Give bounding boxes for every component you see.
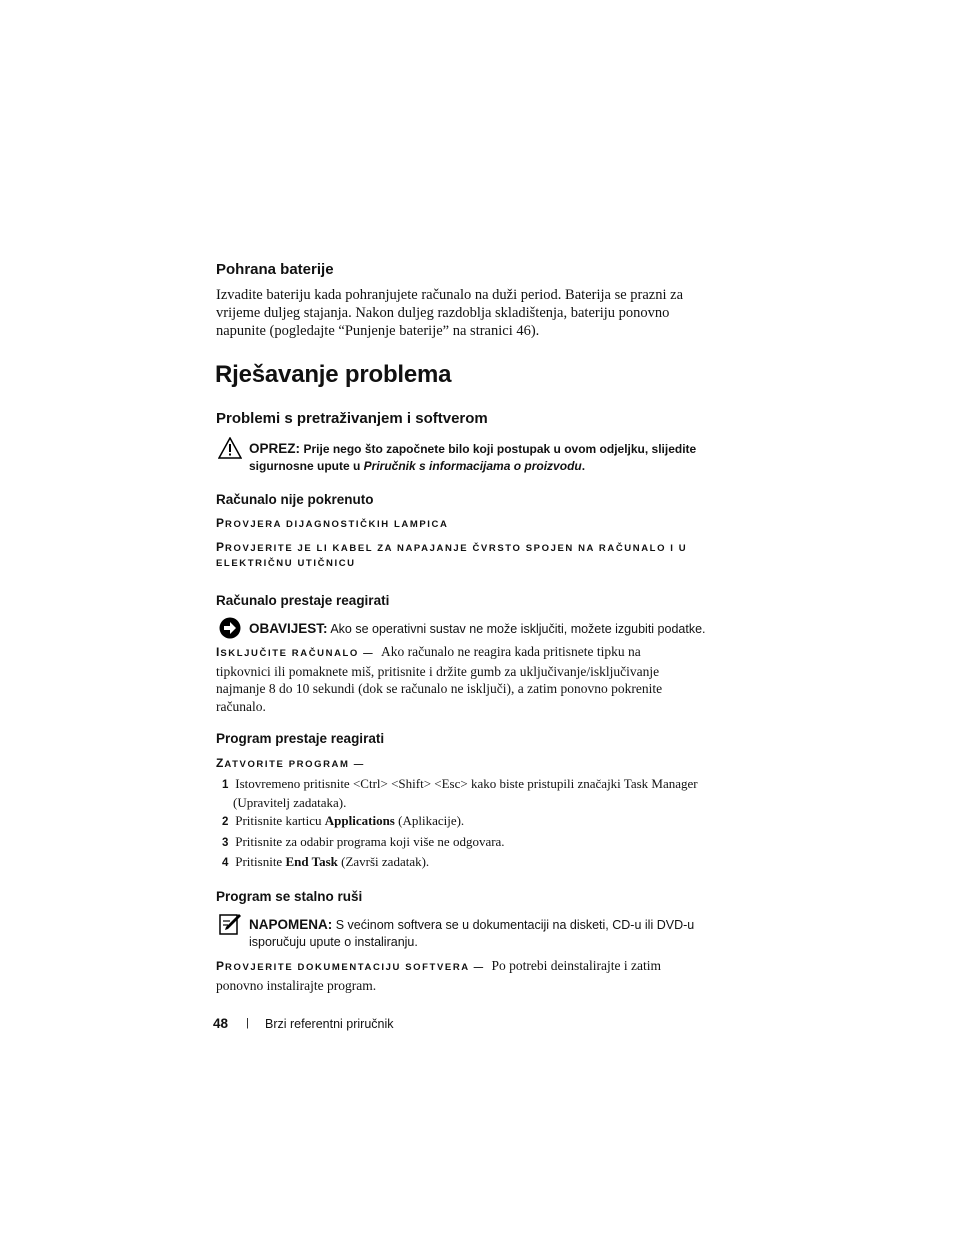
battery-paragraph (216, 286, 736, 340)
program-stops-lead: ZATVORITE PROGRAM — (216, 756, 365, 770)
page-number: 48 (213, 1016, 229, 1031)
subsection-heading-program-stops: Program prestaje reagirati (216, 731, 385, 746)
list-item: 3 Pritisnite za odabir programa koji više ne odgovara. (222, 834, 505, 849)
no-start-step-2: PROVJERITE JE LI KABEL ZA NAPAJANJE ČVRSTO SPOJEN NA RAČUNALO I U ELEKTRIČNU UTIČNICU (216, 540, 688, 569)
caution-doc-title: Priručnik s informacijama o proizvodu (363, 459, 582, 473)
caution-text-1: Prije nego što započnete bilo koji postupak u ovom odjeljku, slijedite (303, 442, 697, 456)
list-item: 2 Pritisnite karticu Applications (Aplikacije). (222, 813, 465, 828)
notice-note (249, 620, 729, 638)
pencil-note-icon (219, 913, 241, 935)
warning-triangle-icon (218, 437, 242, 459)
list-item: 1 Istovremeno pritisnite <Ctrl> <Shift> <Esc> kako biste pristupili značajki Task Manager (Upravitelj zadataka). (222, 776, 698, 810)
subsection-heading-stops-responding: Računalo prestaje reagirati (216, 593, 390, 608)
program-crashes-paragraph: PROVJERITE DOKUMENTACIJU SOFTVERA — Po potrebi deinstalirajte i zatim ponovno instalirajte program. (216, 958, 661, 993)
stops-responding-paragraph: ISKLJUČITE RAČUNALO — Ako računalo ne reagira kada pritisnete tipku na tipkovnici ili pomaknete miš, pritisnite i držite gumb za uključivanje/isključivanje najmanje 8 do 10 sekundi (dok se računalo ne isključi), a zatim ponovno pokrenite računalo. (216, 644, 663, 714)
no-start-step-1: PROVJERA DIJAGNOSTIČKIH LAMPICA (216, 516, 449, 530)
caution-note (249, 440, 729, 475)
list-item: 4 Pritisnite End Task (Završi zadatak). (222, 854, 430, 869)
caution-text-2a: sigurnosne upute u (249, 459, 364, 473)
chapter-title: Rješavanje problema (215, 361, 452, 388)
section-heading-battery: Pohrana baterije (216, 261, 334, 278)
note-text-2: isporučuju upute o instaliranju. (249, 935, 418, 949)
battery-line-1: Izvadite bateriju kada pohranjujete računalo na duži period. Baterija se prazni za (216, 287, 684, 303)
footer-separator: | (246, 1017, 249, 1029)
notice-label: OBAVIJEST: (249, 621, 328, 636)
note-label: NAPOMENA: (249, 917, 333, 932)
section-heading-problems: Problemi s pretraživanjem i softverom (216, 410, 488, 427)
note-text-1: S većinom softvera se u dokumentaciji na disketi, CD-u ili DVD-u (335, 918, 695, 932)
subsection-heading-no-start: Računalo nije pokrenuto (216, 492, 374, 507)
subsection-heading-program-crashes: Program se stalno ruši (216, 889, 363, 904)
note-box (249, 916, 729, 951)
notice-text: Ako se operativni sustav ne može isključiti, možete izgubiti podatke. (330, 622, 706, 636)
battery-line-2: vrijeme duljeg stajanja. Nakon duljeg razdoblja skladištenja, bateriju ponovno (216, 305, 670, 321)
caution-label: OPREZ: (249, 441, 301, 456)
battery-line-3: napunite (pogledajte “Punjenje baterije” na stranici 46). (216, 323, 540, 339)
footer-title: Brzi referentni priručnik (265, 1017, 394, 1031)
arrow-circle-icon (219, 617, 241, 639)
caution-text-2c: . (581, 459, 586, 473)
